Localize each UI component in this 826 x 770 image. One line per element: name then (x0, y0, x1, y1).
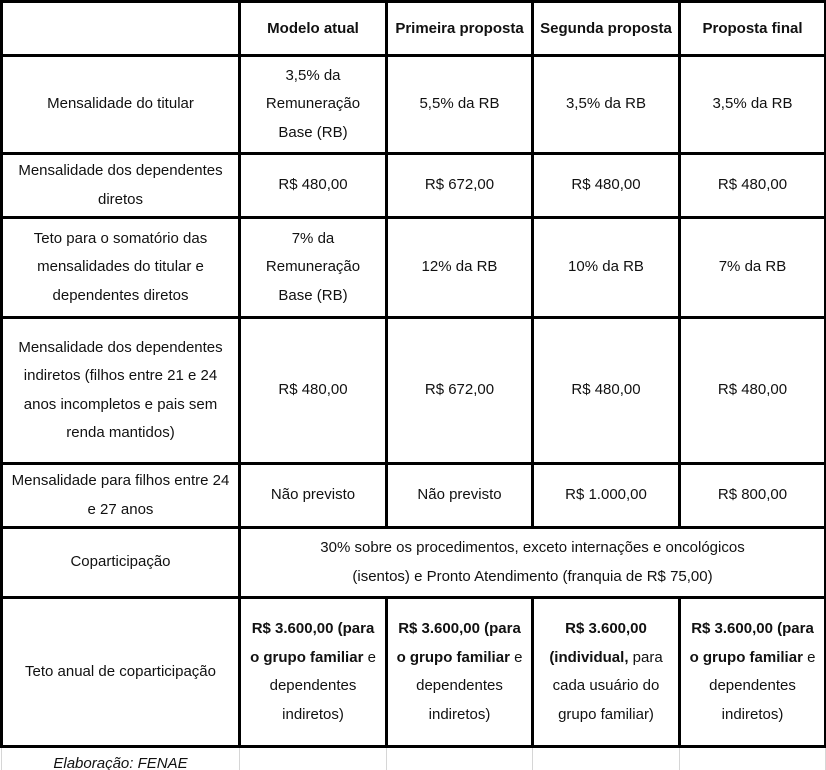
row-mensalidade-dependentes-indiretos (2, 318, 826, 464)
row-mensalidade-filhos-24-27 (2, 464, 826, 528)
cell-segunda-proposta (533, 598, 680, 747)
cell-primeira-proposta: R$ 672,00 (387, 154, 533, 218)
coparticipacao-line2: (isentos) e Pronto Atendimento (franquia de R$ 75,00) (352, 567, 713, 585)
footer-row (2, 747, 826, 770)
row-label: Teto anual de coparticipação (2, 598, 240, 747)
cell-segunda-proposta: R$ 480,00 (533, 154, 680, 218)
column-header-segunda-proposta: Segunda proposta (533, 2, 680, 56)
cell-proposta-final: 3,5% da RB (680, 56, 826, 154)
cell-segunda-proposta: R$ 480,00 (533, 318, 680, 464)
teto-anual-bold-text: R$ 3.600,00 (para o grupo familiar (250, 620, 375, 666)
cell-primeira-proposta: Não previsto (387, 464, 533, 528)
cell-segunda-proposta: R$ 1.000,00 (533, 464, 680, 528)
cell-proposta-final: 7% da RB (680, 218, 826, 318)
coparticipacao-line1: 30% sobre os procedimentos, exceto internações e oncológicos (320, 539, 745, 556)
row-label: Teto para o somatório das mensalidades do titular e dependentes diretos (2, 218, 240, 318)
row-label: Mensalidade dos dependentes diretos (2, 154, 240, 218)
row-label: Mensalidade do titular (2, 56, 240, 154)
row-label: Mensalidade dos dependentes indiretos (filhos entre 21 e 24 anos incompletos e pais sem renda mantidos) (2, 318, 240, 464)
teto-anual-bold-text: R$ 3.600,00 (individual, (549, 620, 647, 666)
cell-modelo-atual: R$ 480,00 (240, 318, 387, 464)
footer-empty-cell (240, 747, 387, 770)
teto-anual-rest-text: e dependentes indiretos) (709, 648, 816, 723)
corner-cell (2, 2, 240, 56)
teto-anual-rest-text: e dependentes indiretos) (416, 648, 523, 723)
cell-modelo-atual: R$ 480,00 (240, 154, 387, 218)
teto-anual-rest-text: e dependentes indiretos) (269, 648, 376, 723)
row-teto-somatorio (2, 218, 826, 318)
cell-coparticipacao-span (240, 528, 826, 598)
row-teto-anual-coparticipacao (2, 598, 826, 747)
footer-empty-cell (680, 747, 826, 770)
header-row (2, 2, 826, 56)
teto-anual-bold-text: R$ 3.600,00 (para o grupo familiar (396, 620, 521, 666)
footer-empty-cell (387, 747, 533, 770)
cell-proposta-final: R$ 480,00 (680, 154, 826, 218)
row-coparticipacao (2, 528, 826, 598)
column-header-primeira-proposta: Primeira proposta (387, 2, 533, 56)
cell-segunda-proposta: 3,5% da RB (533, 56, 680, 154)
column-header-proposta-final: Proposta final (680, 2, 826, 56)
cell-proposta-final: R$ 800,00 (680, 464, 826, 528)
teto-anual-bold-text: R$ 3.600,00 (para o grupo familiar (689, 620, 814, 666)
cell-primeira-proposta: 12% da RB (387, 218, 533, 318)
row-mensalidade-titular (2, 56, 826, 154)
row-label: Coparticipação (2, 528, 240, 598)
cell-primeira-proposta: R$ 672,00 (387, 318, 533, 464)
cell-modelo-atual (240, 598, 387, 747)
cell-proposta-final: R$ 480,00 (680, 318, 826, 464)
cell-primeira-proposta: 5,5% da RB (387, 56, 533, 154)
elaboracao-credit: Elaboração: FENAE (2, 747, 240, 770)
column-header-modelo-atual: Modelo atual (240, 2, 387, 56)
cell-modelo-atual: 3,5% da Remuneração Base (RB) (240, 56, 387, 154)
row-label: Mensalidade para filhos entre 24 e 27 anos (2, 464, 240, 528)
cell-segunda-proposta: 10% da RB (533, 218, 680, 318)
row-mensalidade-dependentes-diretos (2, 154, 826, 218)
footer-empty-cell (533, 747, 680, 770)
teto-anual-rest-text: para cada usuário do grupo familiar) (552, 648, 663, 723)
cell-primeira-proposta (387, 598, 533, 747)
cell-proposta-final (680, 598, 826, 747)
cell-modelo-atual: Não previsto (240, 464, 387, 528)
cell-modelo-atual: 7% da Remuneração Base (RB) (240, 218, 387, 318)
